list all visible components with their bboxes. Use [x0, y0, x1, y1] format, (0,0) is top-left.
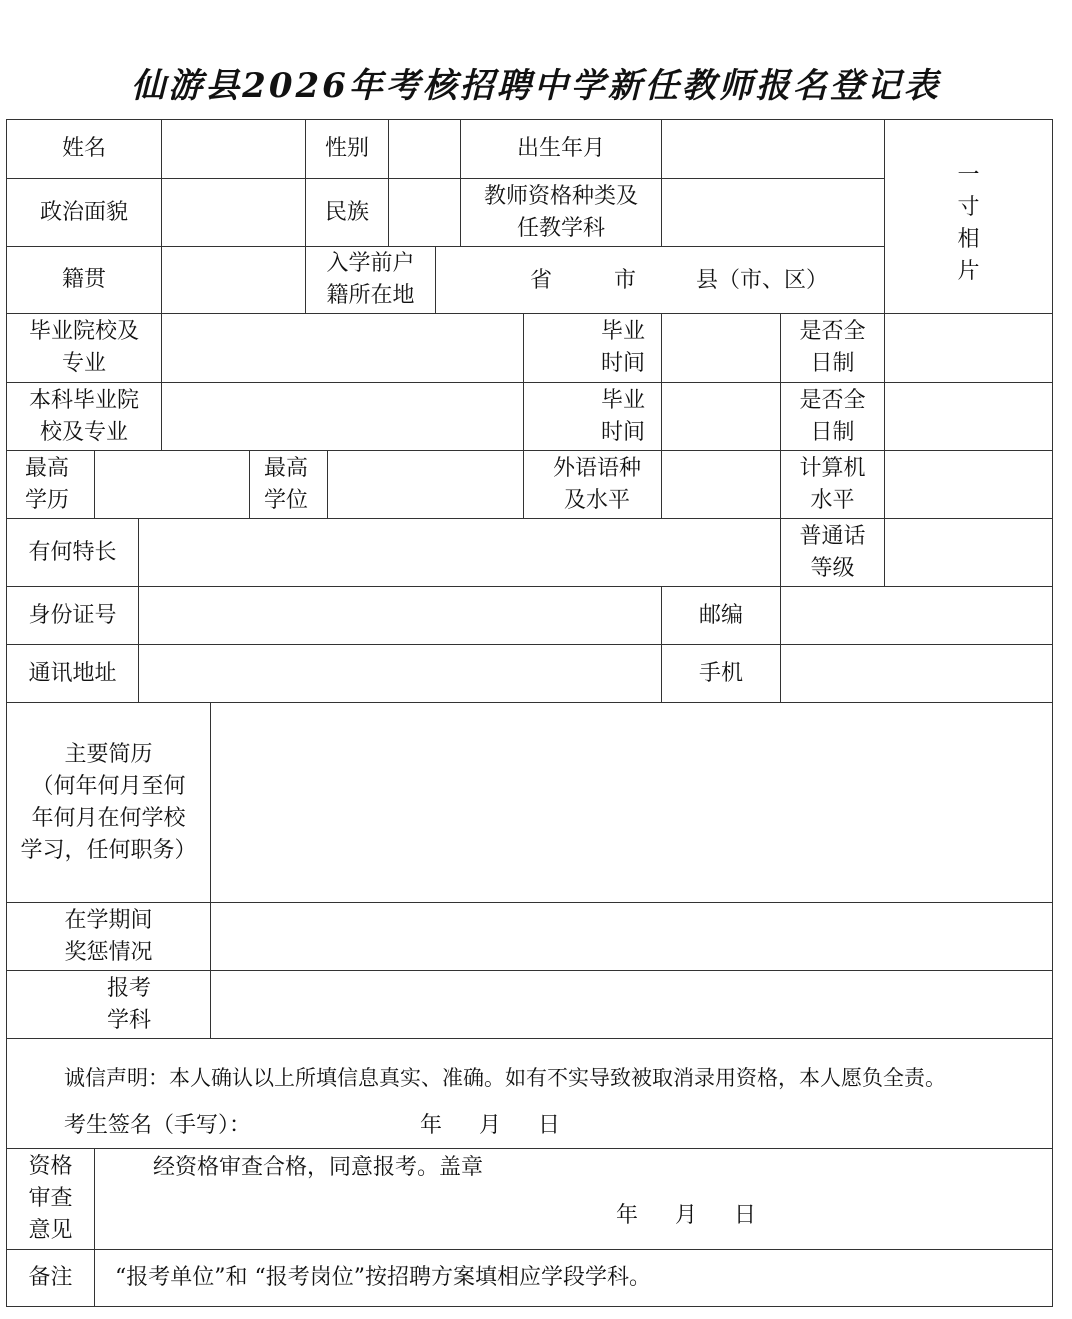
- gender-label: 性别: [324, 136, 369, 161]
- birth-field[interactable]: [662, 120, 884, 178]
- signature-label: 考生签名（手写）：: [64, 1113, 252, 1138]
- photo-placeholder[interactable]: 一 寸 相 片: [957, 163, 980, 284]
- edu-field[interactable]: [95, 451, 249, 518]
- degree-label: 最高 学位: [264, 455, 309, 513]
- mandarin-label: 普通话 等级: [799, 523, 866, 581]
- resume-label: 主要简历 （何年何月至何 年何月在何学校 学习，任何职务）: [20, 741, 197, 863]
- language-label: 外语语种 及水平: [552, 455, 641, 513]
- postcode-label: 邮编: [698, 602, 743, 628]
- remark-label: 备注: [28, 1265, 73, 1290]
- table-border-bottom: [6, 1306, 1053, 1307]
- grad-time-field[interactable]: [662, 314, 780, 382]
- computer-field[interactable]: [885, 451, 1052, 518]
- birth-label: 出生年月: [516, 136, 605, 161]
- form-title: 仙游县2026年考核招聘中学新任教师报名登记表: [131, 66, 941, 106]
- review-date-year: 年: [616, 1203, 639, 1228]
- table-border-right: [1052, 119, 1053, 1307]
- fulltime-field[interactable]: [885, 314, 1052, 382]
- ethnic-field[interactable]: [389, 179, 460, 246]
- row-divider: [6, 1249, 1053, 1250]
- edu-label: 最高 学历: [25, 455, 70, 513]
- grad-school-label: 毕业院校及 专业: [28, 319, 139, 376]
- qualification-label: 教师资格种类及 任教学科: [483, 183, 638, 241]
- sign-date-year: 年: [420, 1113, 443, 1138]
- col-divider: [94, 1148, 95, 1307]
- hukou-county: 县（市、区）: [696, 268, 829, 293]
- hukou-label: 入学前户 籍所在地: [326, 251, 415, 308]
- sign-date-day: 日: [538, 1113, 561, 1138]
- resume-field[interactable]: [211, 703, 1052, 902]
- native-field[interactable]: [162, 247, 305, 313]
- idcard-field[interactable]: [139, 587, 661, 644]
- review-date-month: 月: [675, 1203, 698, 1228]
- postcode-field[interactable]: [781, 587, 1052, 644]
- name-label: 姓名: [61, 136, 106, 161]
- bachelor-time-label: 毕业 时间: [600, 387, 645, 445]
- sign-date-month: 月: [479, 1113, 502, 1138]
- bachelor-school-field[interactable]: [162, 383, 523, 450]
- row-divider: [6, 1038, 1053, 1039]
- fulltime-label: 是否全 日制: [799, 319, 866, 376]
- gender-field[interactable]: [389, 120, 460, 178]
- subject-label: 报考 学科: [107, 975, 152, 1033]
- grad-school-field[interactable]: [162, 314, 523, 382]
- hukou-province: 省: [530, 268, 553, 293]
- bachelor-fulltime-field[interactable]: [885, 383, 1052, 450]
- grad-time-label: 毕业 时间: [600, 319, 645, 376]
- mandarin-field[interactable]: [885, 519, 1052, 586]
- specialty-label: 有何特长: [28, 539, 117, 565]
- ethnic-label: 民族: [324, 199, 369, 225]
- computer-label: 计算机 水平: [799, 455, 866, 513]
- hukou-city: 市: [614, 268, 637, 293]
- address-field[interactable]: [139, 645, 661, 702]
- signature-field[interactable]: [270, 1108, 410, 1142]
- remark-text: “报考单位”和 “报考岗位”按招聘方案填相应学段学科。: [115, 1265, 651, 1290]
- subject-field[interactable]: [211, 971, 1052, 1038]
- review-text: 经资格审查合格，同意报考。盖章: [153, 1155, 484, 1180]
- declaration-text: 诚信声明：本人确认以上所填信息真实、准确。如有不实导致被取消录用资格，本人愿负全责。: [64, 1066, 946, 1090]
- col-divider: [435, 246, 436, 314]
- bachelor-fulltime-label: 是否全 日制: [799, 387, 866, 445]
- mobile-field[interactable]: [781, 645, 1052, 702]
- row-divider: [6, 1148, 1053, 1149]
- review-label: 资格 审查 意见: [28, 1154, 73, 1243]
- mobile-label: 手机: [698, 660, 743, 686]
- address-label: 通讯地址: [28, 660, 117, 686]
- bachelor-time-field[interactable]: [662, 383, 780, 450]
- politics-label: 政治面貌: [39, 199, 128, 225]
- idcard-label: 身份证号: [28, 602, 117, 628]
- politics-field[interactable]: [162, 179, 305, 246]
- bachelor-school-label: 本科毕业院 校及专业: [28, 387, 139, 445]
- degree-field[interactable]: [328, 451, 523, 518]
- qualification-field[interactable]: [662, 179, 884, 246]
- native-label: 籍贯: [61, 267, 106, 292]
- language-field[interactable]: [662, 451, 780, 518]
- awards-label: 在学期间 奖惩情况: [64, 907, 153, 965]
- specialty-field[interactable]: [139, 519, 780, 586]
- review-date-day: 日: [734, 1203, 757, 1228]
- awards-field[interactable]: [211, 903, 1052, 970]
- name-field[interactable]: [162, 120, 305, 178]
